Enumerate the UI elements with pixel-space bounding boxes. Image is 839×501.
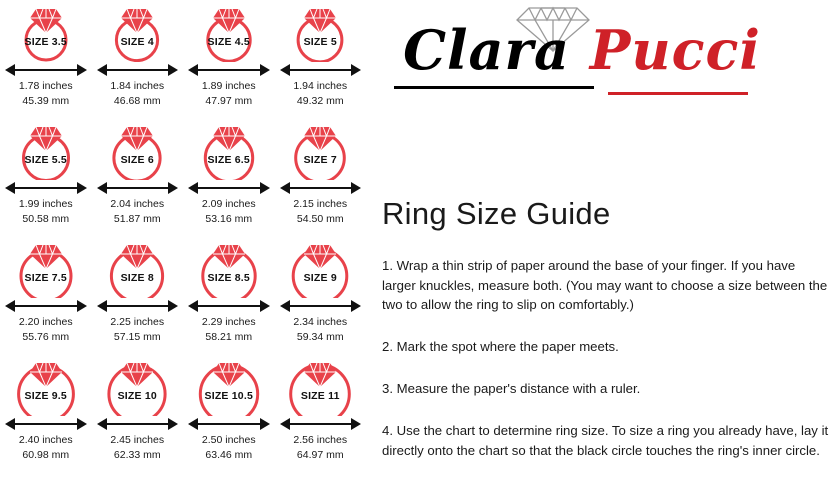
arrow-line bbox=[106, 69, 170, 71]
arrow-head-left bbox=[188, 418, 198, 430]
diameter-arrow bbox=[183, 416, 275, 432]
measurement-inches: 1.84 inches bbox=[110, 80, 165, 92]
measurement-mm: 54.50 mm bbox=[296, 212, 344, 225]
ring-size-cell bbox=[275, 354, 367, 472]
arrow-head-left bbox=[5, 300, 15, 312]
guide-step-2: 2. Mark the spot where the paper meets. bbox=[382, 339, 619, 354]
ring-size-label: SIZE 8 bbox=[120, 272, 154, 284]
arrow-head-right bbox=[351, 300, 361, 312]
ring-art bbox=[92, 0, 184, 62]
ring-size-row bbox=[0, 354, 366, 472]
ring-size-cell bbox=[183, 354, 275, 472]
ring-size-label: SIZE 10.5 bbox=[204, 390, 253, 402]
brand-wordmark bbox=[372, 18, 792, 82]
arrow-line bbox=[197, 305, 261, 307]
ring-illustration bbox=[6, 118, 86, 180]
ring-art bbox=[92, 118, 184, 180]
arrow-head-right bbox=[168, 300, 178, 312]
measurement-inches: 2.29 inches bbox=[201, 316, 256, 328]
measurement-mm: 53.16 mm bbox=[205, 212, 253, 225]
ring-illustration bbox=[189, 354, 269, 416]
ring-size-label: SIZE 9 bbox=[303, 272, 337, 284]
ring-illustration bbox=[189, 118, 269, 180]
diameter-arrow bbox=[92, 298, 184, 314]
measurement-inches: 2.45 inches bbox=[110, 434, 165, 446]
measurement-inches: 2.25 inches bbox=[110, 316, 165, 328]
ring-art bbox=[0, 236, 92, 298]
arrow-line bbox=[14, 69, 78, 71]
diameter-arrow bbox=[183, 298, 275, 314]
measurement-mm: 57.15 mm bbox=[113, 330, 161, 343]
measurement-mm: 63.46 mm bbox=[205, 448, 253, 461]
right-panel bbox=[372, 0, 839, 501]
ring-illustration bbox=[280, 354, 360, 416]
arrow-line bbox=[197, 69, 261, 71]
measurement-mm: 59.34 mm bbox=[296, 330, 344, 343]
measurement-mm: 49.32 mm bbox=[296, 94, 344, 107]
measurement-mm: 51.87 mm bbox=[113, 212, 161, 225]
arrow-head-left bbox=[97, 418, 107, 430]
logo-underline-right bbox=[608, 92, 748, 95]
diameter-arrow bbox=[275, 180, 367, 196]
ring-illustration bbox=[97, 236, 177, 298]
ring-size-label: SIZE 8.5 bbox=[207, 272, 250, 284]
ring-illustration bbox=[189, 0, 269, 62]
measurement-mm: 55.76 mm bbox=[22, 330, 70, 343]
arrow-head-left bbox=[280, 300, 290, 312]
ring-art bbox=[92, 354, 184, 416]
arrow-head-right bbox=[351, 182, 361, 194]
logo-underline-left bbox=[394, 86, 594, 89]
measurement-mm: 45.39 mm bbox=[22, 94, 70, 107]
arrow-head-left bbox=[280, 64, 290, 76]
arrow-head-right bbox=[77, 182, 87, 194]
diameter-arrow bbox=[0, 416, 92, 432]
ring-illustration bbox=[6, 236, 86, 298]
ring-art bbox=[0, 354, 92, 416]
ring-size-cell bbox=[275, 118, 367, 236]
arrow-line bbox=[14, 187, 78, 189]
arrow-head-left bbox=[97, 64, 107, 76]
ring-size-cell bbox=[0, 354, 92, 472]
measurement-inches: 2.50 inches bbox=[201, 434, 256, 446]
ring-illustration bbox=[97, 0, 177, 62]
ring-size-cell bbox=[0, 0, 92, 118]
arrow-head-left bbox=[5, 182, 15, 194]
diameter-arrow bbox=[0, 180, 92, 196]
diameter-arrow bbox=[92, 180, 184, 196]
ring-size-label: SIZE 4 bbox=[120, 36, 154, 48]
measurement-mm: 50.58 mm bbox=[22, 212, 70, 225]
ring-art bbox=[275, 0, 367, 62]
arrow-line bbox=[14, 305, 78, 307]
measurement-inches: 2.04 inches bbox=[110, 198, 165, 210]
ring-size-row bbox=[0, 118, 366, 236]
arrow-head-left bbox=[188, 182, 198, 194]
ring-size-cell bbox=[275, 0, 367, 118]
ring-art bbox=[275, 236, 367, 298]
ring-size-row bbox=[0, 236, 366, 354]
ring-size-label: SIZE 4.5 bbox=[207, 36, 250, 48]
ring-size-cell bbox=[92, 0, 184, 118]
ring-size-cell bbox=[0, 118, 92, 236]
ring-size-label: SIZE 5 bbox=[303, 36, 337, 48]
ring-size-cell bbox=[183, 118, 275, 236]
ring-art bbox=[183, 0, 275, 62]
ring-art bbox=[275, 354, 367, 416]
arrow-head-left bbox=[188, 64, 198, 76]
brand-first: Clara bbox=[403, 18, 570, 82]
arrow-head-left bbox=[97, 182, 107, 194]
guide-step-3: 3. Measure the paper's distance with a ruler. bbox=[382, 381, 641, 396]
ring-illustration bbox=[6, 0, 86, 62]
measurement-inches: 1.99 inches bbox=[18, 198, 73, 210]
brand-logo bbox=[372, 0, 839, 118]
measurement-inches: 2.09 inches bbox=[201, 198, 256, 210]
arrow-head-left bbox=[5, 418, 15, 430]
ring-size-cell bbox=[183, 236, 275, 354]
diameter-arrow bbox=[92, 416, 184, 432]
ring-illustration bbox=[97, 354, 177, 416]
measurement-mm: 46.68 mm bbox=[113, 94, 161, 107]
diameter-arrow bbox=[0, 62, 92, 78]
diameter-arrow bbox=[183, 180, 275, 196]
guide-step-1: 1. Wrap a thin strip of paper around the base of your finger. If you have larger knuckles, measure both. (You may want to choose a size between the two to allow the ring to slip on comfortably.) bbox=[382, 258, 828, 312]
measurement-inches: 1.89 inches bbox=[201, 80, 256, 92]
ring-size-cell bbox=[92, 118, 184, 236]
ring-illustration bbox=[6, 354, 86, 416]
ring-size-label: SIZE 5.5 bbox=[24, 154, 67, 166]
arrow-line bbox=[289, 69, 353, 71]
arrow-line bbox=[197, 187, 261, 189]
arrow-head-right bbox=[168, 182, 178, 194]
diameter-arrow bbox=[183, 62, 275, 78]
ring-size-label: SIZE 3.5 bbox=[24, 36, 67, 48]
ring-illustration bbox=[189, 236, 269, 298]
measurement-inches: 2.56 inches bbox=[293, 434, 348, 446]
arrow-line bbox=[289, 423, 353, 425]
arrow-head-right bbox=[168, 418, 178, 430]
arrow-head-right bbox=[351, 418, 361, 430]
measurement-inches: 1.94 inches bbox=[293, 80, 348, 92]
arrow-line bbox=[14, 423, 78, 425]
arrow-head-left bbox=[188, 300, 198, 312]
measurement-mm: 47.97 mm bbox=[205, 94, 253, 107]
measurement-mm: 62.33 mm bbox=[113, 448, 161, 461]
ring-illustration bbox=[97, 118, 177, 180]
arrow-head-left bbox=[280, 418, 290, 430]
diameter-arrow bbox=[275, 298, 367, 314]
arrow-head-right bbox=[351, 64, 361, 76]
guide-step-4: 4. Use the chart to determine ring size. To size a ring you already have, lay it directly onto the chart so that the black circle touches the ring's inner circle. bbox=[382, 423, 829, 458]
ring-size-cell bbox=[183, 0, 275, 118]
arrow-head-right bbox=[260, 182, 270, 194]
ring-art bbox=[183, 236, 275, 298]
arrow-line bbox=[197, 423, 261, 425]
measurement-inches: 2.20 inches bbox=[18, 316, 73, 328]
ring-size-chart bbox=[0, 0, 366, 501]
arrow-line bbox=[106, 187, 170, 189]
ring-size-cell bbox=[92, 354, 184, 472]
arrow-line bbox=[289, 305, 353, 307]
ring-size-cell bbox=[92, 236, 184, 354]
ring-art bbox=[92, 236, 184, 298]
measurement-mm: 58.21 mm bbox=[205, 330, 253, 343]
arrow-line bbox=[106, 305, 170, 307]
arrow-line bbox=[289, 187, 353, 189]
measurement-inches: 1.78 inches bbox=[18, 80, 73, 92]
ring-size-label: SIZE 11 bbox=[300, 390, 340, 402]
ring-size-cell bbox=[0, 236, 92, 354]
ring-size-cell bbox=[275, 236, 367, 354]
measurement-mm: 60.98 mm bbox=[22, 448, 70, 461]
diameter-arrow bbox=[92, 62, 184, 78]
ring-art bbox=[183, 118, 275, 180]
arrow-head-right bbox=[77, 300, 87, 312]
ring-size-label: SIZE 7.5 bbox=[24, 272, 67, 284]
arrow-line bbox=[106, 423, 170, 425]
ring-art bbox=[0, 0, 92, 62]
diameter-arrow bbox=[0, 298, 92, 314]
arrow-head-right bbox=[77, 64, 87, 76]
arrow-head-left bbox=[280, 182, 290, 194]
arrow-head-right bbox=[260, 418, 270, 430]
ring-size-label: SIZE 9.5 bbox=[24, 390, 67, 402]
brand-second: Pucci bbox=[589, 18, 761, 82]
measurement-inches: 2.40 inches bbox=[18, 434, 73, 446]
ring-size-row bbox=[0, 0, 366, 118]
arrow-head-right bbox=[168, 64, 178, 76]
arrow-head-right bbox=[260, 300, 270, 312]
ring-size-label: SIZE 6 bbox=[120, 154, 154, 166]
ring-size-label: SIZE 6.5 bbox=[207, 154, 250, 166]
measurement-inches: 2.15 inches bbox=[293, 198, 348, 210]
diameter-arrow bbox=[275, 62, 367, 78]
ring-size-label: SIZE 10 bbox=[117, 390, 157, 402]
arrow-head-right bbox=[77, 418, 87, 430]
page-title: Ring Size Guide bbox=[382, 196, 611, 231]
ring-illustration bbox=[280, 118, 360, 180]
diameter-arrow bbox=[275, 416, 367, 432]
measurement-mm: 64.97 mm bbox=[296, 448, 344, 461]
ring-art bbox=[275, 118, 367, 180]
ring-size-label: SIZE 7 bbox=[303, 154, 337, 166]
arrow-head-right bbox=[260, 64, 270, 76]
ring-art bbox=[183, 354, 275, 416]
arrow-head-left bbox=[5, 64, 15, 76]
ring-illustration bbox=[280, 236, 360, 298]
measurement-inches: 2.34 inches bbox=[293, 316, 348, 328]
ring-illustration bbox=[280, 0, 360, 62]
ring-art bbox=[0, 118, 92, 180]
arrow-head-left bbox=[97, 300, 107, 312]
